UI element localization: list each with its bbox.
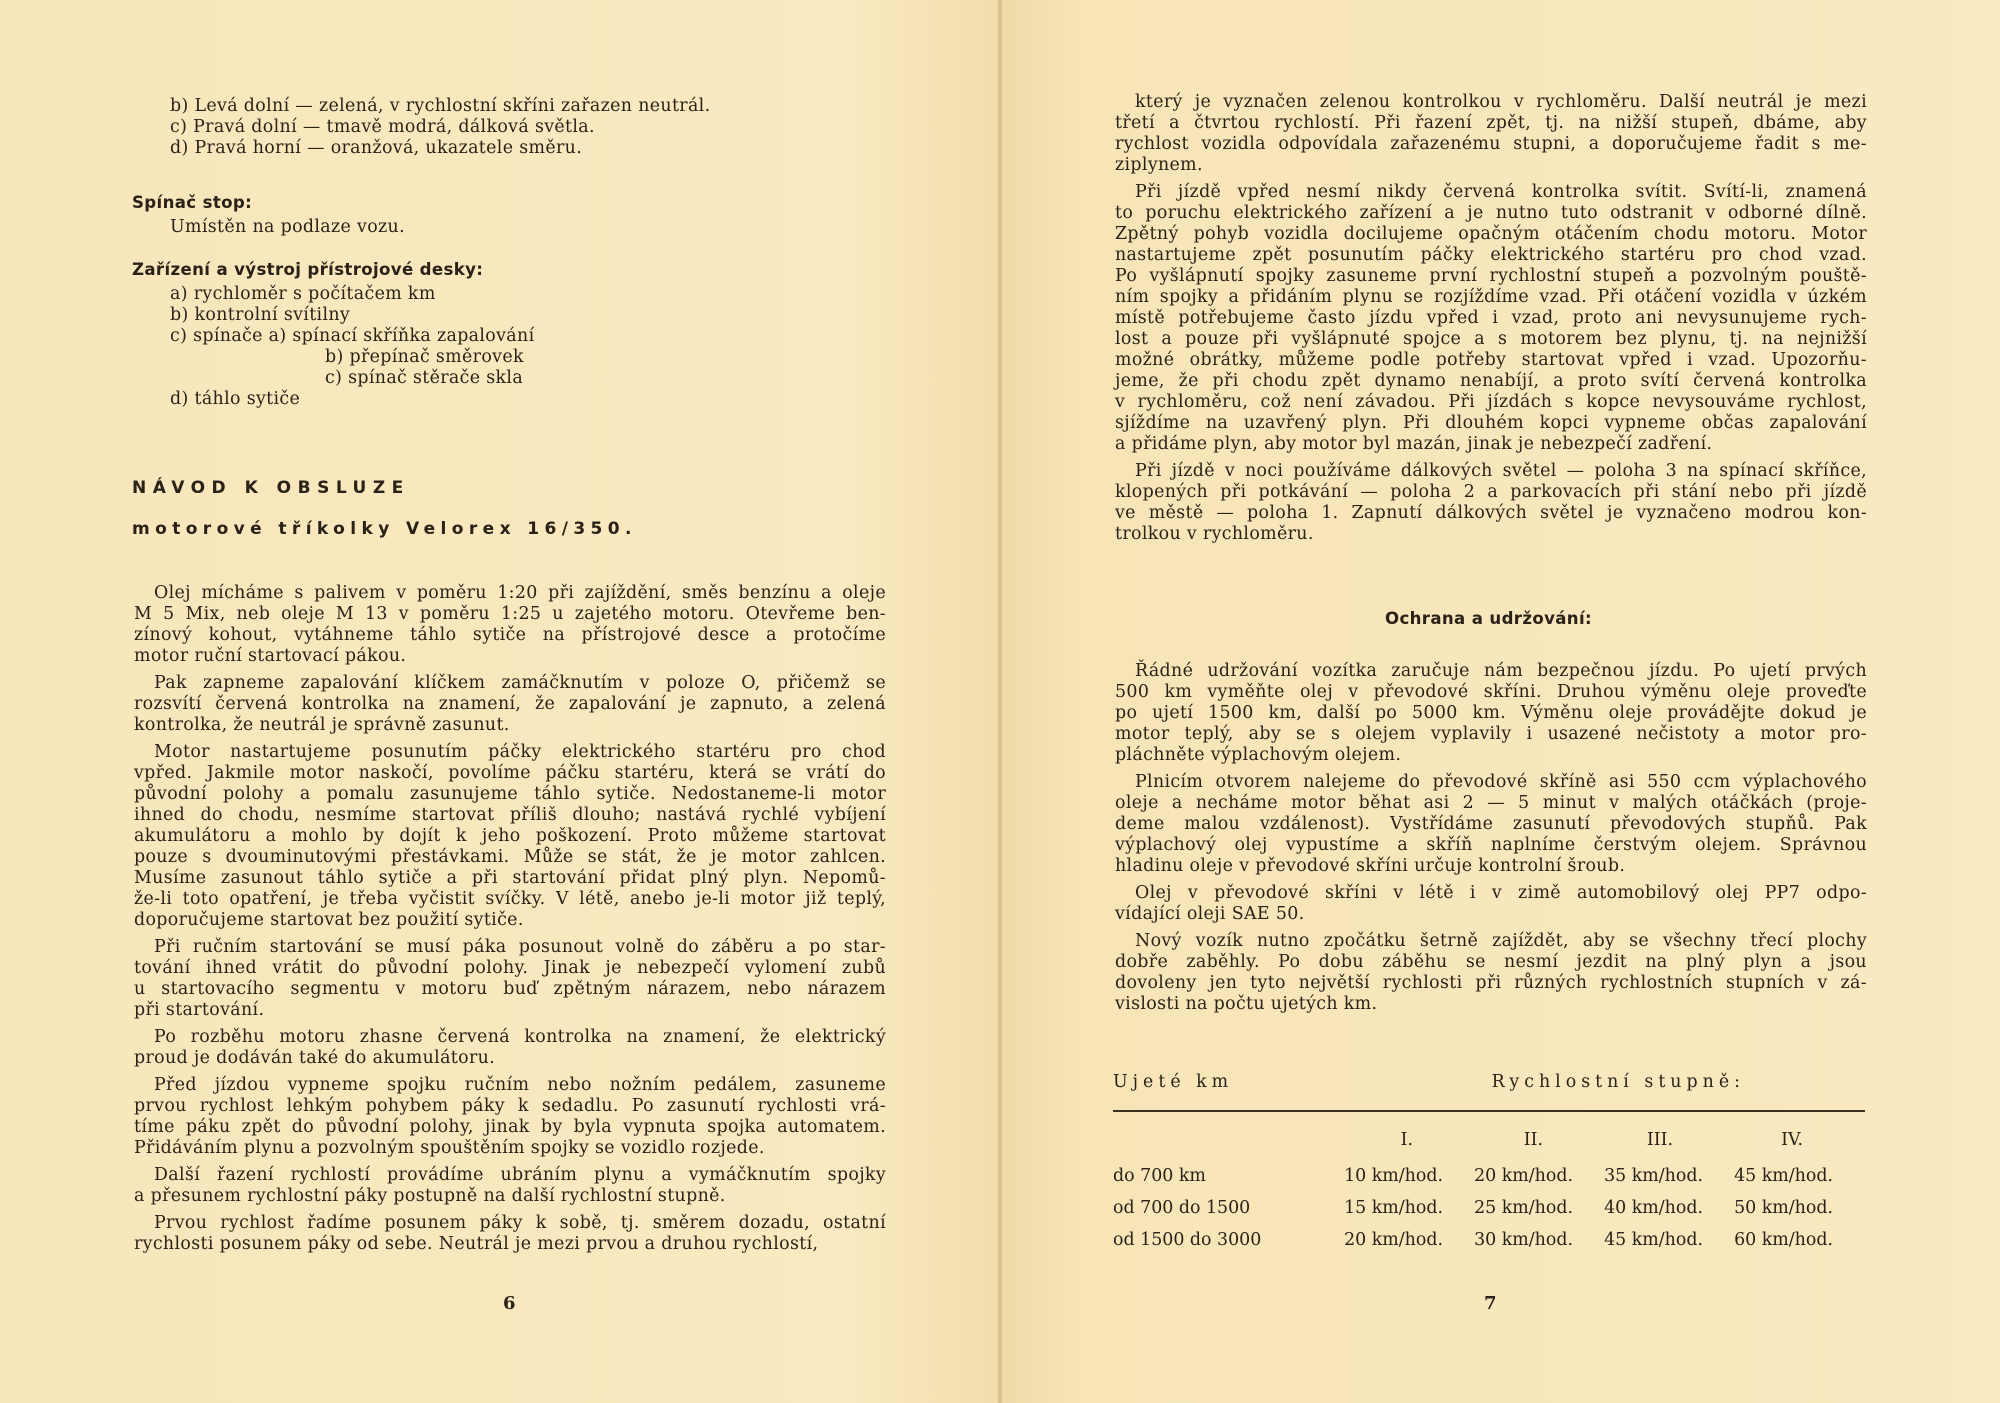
paragraph (134, 937, 886, 1021)
text-line: ziplynem. (1115, 155, 1203, 175)
text-line: Olej v převodové skříni v létě i v zimě automobilový olej PP7 odpo- (1135, 883, 1867, 903)
paragraph (1115, 772, 1867, 877)
text-line: který je vyznačen zelenou kontrolkou v rychloměru. Další neutrál je mezi (1135, 92, 1867, 112)
indicator-lights-list (170, 96, 870, 159)
page-number-left: 6 (503, 1293, 516, 1314)
text-line: motor teplý, aby se s olejem vyplavily i usazené nečistoty a motor pro- (1115, 724, 1867, 744)
text-line: možné obrátky, můžeme podle potřeby startovat vpřed i vzad. Upozorňu- (1115, 350, 1867, 370)
km-column-header: Ujeté km (1113, 1072, 1234, 1092)
paragraph (1115, 461, 1867, 545)
text-line: proud je dodáván také do akumulátoru. (134, 1048, 496, 1068)
text-line: a přidáme plyn, aby motor byl mazán, jinak je nebezpečí zadření. (1115, 434, 1713, 454)
speed-cell: 35 km/hod. (1604, 1166, 1703, 1186)
text-line: sjíždíme na uzavřený plyn. Při dlouhém kopci vypneme občas zapalování (1115, 413, 1867, 433)
text-line: dobře zaběhly. Po dobu záběhu se nesmí jezdit na plný plyn a jsou (1115, 952, 1867, 972)
paragraph (1115, 182, 1867, 455)
text-line: Přidáváním plynu a pozvolným spouštěním spojky se vozidlo rozjede. (134, 1138, 765, 1158)
table-rule (1113, 1110, 1865, 1112)
gears-column-header: Rychlostní stupně: (1491, 1072, 1745, 1092)
text-line: ihned do chodu, nesmíme startovat příliš dlouho; nastává rychlé vybíjení (134, 805, 886, 825)
table-row (1113, 1224, 1865, 1256)
page-gutter (998, 0, 1002, 1403)
text-line: oleje a necháme motor běhat asi 2 — 5 minut v malých otáčkách (proje- (1115, 793, 1867, 813)
dashboard-equipment-heading: Zařízení a výstroj přístrojové desky: (132, 260, 484, 279)
text-line: u startovacího segmentu v motoru buď zpětným nárazem, nebo nárazem (134, 979, 886, 999)
right-bottom-text (1115, 661, 1867, 1015)
list-item: a) rychloměr s počítačem km (170, 284, 436, 304)
text-line: tování ihned vrátit do původní polohy. Jinak je nebezpečí vylomení zubů (134, 958, 886, 978)
text-line: pláchněte výplachovým olejem. (1115, 745, 1402, 765)
speed-cell: 50 km/hod. (1734, 1198, 1833, 1218)
text-line: M 5 Mix, neb oleje M 13 v poměru 1:25 u zajetého motoru. Otevřeme ben- (134, 604, 886, 624)
list-item: c) spínače a) spínací skříňka zapalování (170, 326, 535, 346)
text-line: Další řazení rychlostí provádíme ubráním plynu a vymáčknutím spojky (154, 1165, 886, 1185)
text-line: Před jízdou vypneme spojku ručním nebo nožním pedálem, zasuneme (154, 1075, 886, 1095)
page-number-right: 7 (1484, 1293, 1497, 1314)
paragraph (134, 1165, 886, 1207)
text-line: klopených při potkávání — poloha 2 a parkovacích při stání nebo při jízdě (1115, 482, 1867, 502)
text-line: Prvou rychlost řadíme posunem páky k sobě, tj. směrem dozadu, ostatní (154, 1213, 886, 1233)
text-line: pouze s dvouminutovými přestávkami. Může se stát, že je motor zahlcen. (134, 847, 886, 867)
text-line: akumulátoru a mohlo by dojít k jeho poškození. Proto můžeme startovat (134, 826, 886, 846)
text-line: Řádné udržování vozítka zaručuje nám bezpečnou jízdu. Po ujetí prvých (1135, 661, 1867, 681)
gear-label: IV. (1781, 1130, 1803, 1150)
speed-cell: 45 km/hod. (1734, 1166, 1833, 1186)
text-line: původní polohy a pomalu zasunujeme táhlo sytiče. Nedostaneme-li motor (134, 784, 886, 804)
manual-title: NÁVOD K OBSLUZE (132, 478, 410, 498)
text-line: Zpětný pohyb vozidla docilujeme opačným otáčením chodu motoru. Motor (1115, 224, 1867, 244)
speed-cell: 20 km/hod. (1474, 1166, 1573, 1186)
paragraph (134, 673, 886, 736)
right-top-text (1115, 92, 1867, 545)
list-subitem: c) spínač stěrače skla (325, 368, 524, 388)
text-line: nastartujeme zpět posunutím páčky elektrického startéru pro chod vzad. (1115, 245, 1867, 265)
gear-label: I. (1400, 1130, 1413, 1150)
text-line: ním spojky a přidáním plynu se rozjíždíme vzad. Při otáčení vozidla v úzkém (1115, 287, 1867, 307)
text-line: po ujetí 1500 km, další po 5000 km. Výměnu oleje provádějte dokud je (1115, 703, 1867, 723)
km-cell: od 700 do 1500 (1113, 1198, 1251, 1218)
text-line: vídající oleji SAE 50. (1115, 904, 1305, 924)
speed-cell: 15 km/hod. (1344, 1198, 1443, 1218)
list-item: c) Pravá dolní — tmavě modrá, dálková světla. (170, 117, 595, 137)
text-line: to poruchu elektrického zařízení a je nutno tuto odstranit v odborné dílně. (1115, 203, 1867, 223)
speed-cell: 60 km/hod. (1734, 1230, 1833, 1250)
text-line: prvou rychlost lehkým pohybem páky k sedadlu. Po zasunutí rychlosti vrá- (134, 1096, 886, 1116)
text-line: vislosti na počtu ujetých km. (1115, 994, 1378, 1014)
speed-cell: 30 km/hod. (1474, 1230, 1573, 1250)
text-line: Při ručním startování se musí páka posunout volně do záběru a po star- (154, 937, 886, 957)
text-line: rychlost vozidla odpovídala zařazenému stupni, a doporučujeme řadit s me- (1115, 134, 1867, 154)
text-line: rychlosti posunem páky od sebe. Neutrál je mezi prvou a druhou rychlostí, (134, 1234, 819, 1254)
paragraph (1115, 92, 1867, 176)
maintenance-heading: Ochrana a udržování: (1385, 609, 1592, 628)
brake-switch-heading: Spínač stop: (132, 193, 253, 212)
table-row (1113, 1160, 1865, 1192)
text-line: a přesunem rychlostní páky postupně na další rychlostní stupně. (134, 1186, 726, 1206)
text-line: trolkou v rychloměru. (1115, 524, 1314, 544)
km-cell: od 1500 do 3000 (1113, 1230, 1262, 1250)
km-cell: do 700 km (1113, 1166, 1206, 1186)
paragraph (1115, 883, 1867, 925)
list-item: b) Levá dolní — zelená, v rychlostní skříni zařazen neutrál. (170, 96, 711, 116)
text-line: Musíme zasunout táhlo sytiče a při startování přidat plný plyn. Nepomů- (134, 868, 886, 888)
speed-cell: 10 km/hod. (1344, 1166, 1443, 1186)
speed-cell: 20 km/hod. (1344, 1230, 1443, 1250)
text-line: Po vyšlápnutí spojky zasuneme první rychlostní stupeň a pozvolným pouště- (1115, 266, 1867, 286)
list-item: d) Pravá horní — oranžová, ukazatele směru. (170, 138, 583, 158)
text-line: zínový kohout, vytáhneme táhlo sytiče na přístrojové desce a protočíme (134, 625, 886, 645)
text-line: při startování. (134, 1000, 265, 1020)
paragraph (134, 1027, 886, 1069)
dashboard-equipment-list (170, 284, 870, 410)
text-line: vpřed. Jakmile motor naskočí, povolíme páčku startéru, která se vrátí do (134, 763, 886, 783)
text-line: doporučujeme startovat bez použití sytiče. (134, 910, 524, 930)
gear-labels-row (1113, 1120, 1865, 1160)
speed-cell: 45 km/hod. (1604, 1230, 1703, 1250)
text-line: kontrolka, že neutrál je správně zasunut. (134, 715, 510, 735)
text-line: Po rozběhu motoru zhasne červená kontrolka na znamení, že elektrický (154, 1027, 886, 1047)
left-body-text (134, 583, 886, 1255)
text-line: hladinu oleje v převodové skříni určuje kontrolní šroub. (1115, 856, 1626, 876)
text-line: deme malou vzdálenost). Vystřídáme zasunutí převodových stupňů. Pak (1115, 814, 1867, 834)
paragraph (134, 742, 886, 931)
brake-switch-text: Umístěn na podlaze vozu. (170, 217, 405, 237)
text-line: Při jízdě vpřed nesmí nikdy červená kontrolka svítit. Svítí-li, znamená (1135, 182, 1867, 202)
gear-label: III. (1646, 1130, 1673, 1150)
text-line: Olej mícháme s palivem v poměru 1:20 při zajíždění, směs benzínu a oleje (154, 583, 886, 603)
text-line: třetí a čtvrtou rychlostí. Při řazení zpět, tj. na nižší stupeň, dbáme, aby (1115, 113, 1867, 133)
text-line: rozsvítí červená kontrolka na znamení, že zapalování je zapnuto, a zelená (134, 694, 886, 714)
paragraph (1115, 931, 1867, 1015)
paragraph (134, 1075, 886, 1159)
manual-subtitle: motorové tříkolky Velorex 16/350. (132, 519, 637, 539)
speed-cell: 40 km/hod. (1604, 1198, 1703, 1218)
text-line: Nový vozík nutno zpočátku šetrně zajíždět, aby se všechny třecí plochy (1135, 931, 1867, 951)
text-line: lost a pouze při vyšlápnuté spojce a s motorem bez plynu, tj. na nejnižší (1115, 329, 1867, 349)
paragraph (134, 1213, 886, 1255)
text-line: výplachový olej vypustíme a skříň naplníme čerstvým olejem. Správnou (1115, 835, 1867, 855)
text-line: tíme páku zpět do původní polohy, jinak by byla vypnuta spojka automatem. (134, 1117, 886, 1137)
text-line: Plnicím otvorem nalejeme do převodové skříně asi 550 ccm výplachového (1135, 772, 1867, 792)
text-line: v rychloměru, což není závadou. Při jízdách s kopce nevysouváme rychlost, (1115, 392, 1867, 412)
text-line: místě potřebujeme často jízdu vpřed i vzad, proto ani nevysunujeme rych- (1115, 308, 1867, 328)
table-header (1113, 1072, 1865, 1092)
text-line: Pak zapneme zapalování klíčkem zamáčknutím v poloze O, přičemž se (154, 673, 886, 693)
paragraph (1115, 661, 1867, 766)
list-item: b) kontrolní svítilny (170, 305, 351, 325)
paragraph (134, 583, 886, 667)
text-line: že-li toto opatření, je třeba vyčistit svíčky. V létě, anebo je-li motor již teplý, (134, 889, 886, 909)
text-line: dovoleny jen tyto největší rychlosti při různých rychlostních stupních v zá- (1115, 973, 1867, 993)
text-line: Motor nastartujeme posunutím páčky elektrického startéru pro chod (154, 742, 886, 762)
text-line: Při jízdě v noci používáme dálkových světel — poloha 3 na spínací skříňce, (1135, 461, 1867, 481)
list-subitem: b) přepínač směrovek (325, 347, 524, 367)
list-item: d) táhlo sytiče (170, 389, 301, 409)
text-line: 500 km vyměňte olej v převodové skříni. Druhou výměnu oleje proveďte (1115, 682, 1867, 702)
speed-limit-table (1113, 1072, 1865, 1256)
text-line: jeme, že při chodu zpět dynamo nenabíjí, a proto svítí červená kontrolka (1115, 371, 1867, 391)
speed-cell: 25 km/hod. (1474, 1198, 1573, 1218)
text-line: motor ruční startovací pákou. (134, 646, 407, 666)
table-row (1113, 1192, 1865, 1224)
text-line: ve městě — poloha 1. Zapnutí dálkových světel je vyznačeno modrou kon- (1115, 503, 1867, 523)
gear-label: II. (1523, 1130, 1543, 1150)
